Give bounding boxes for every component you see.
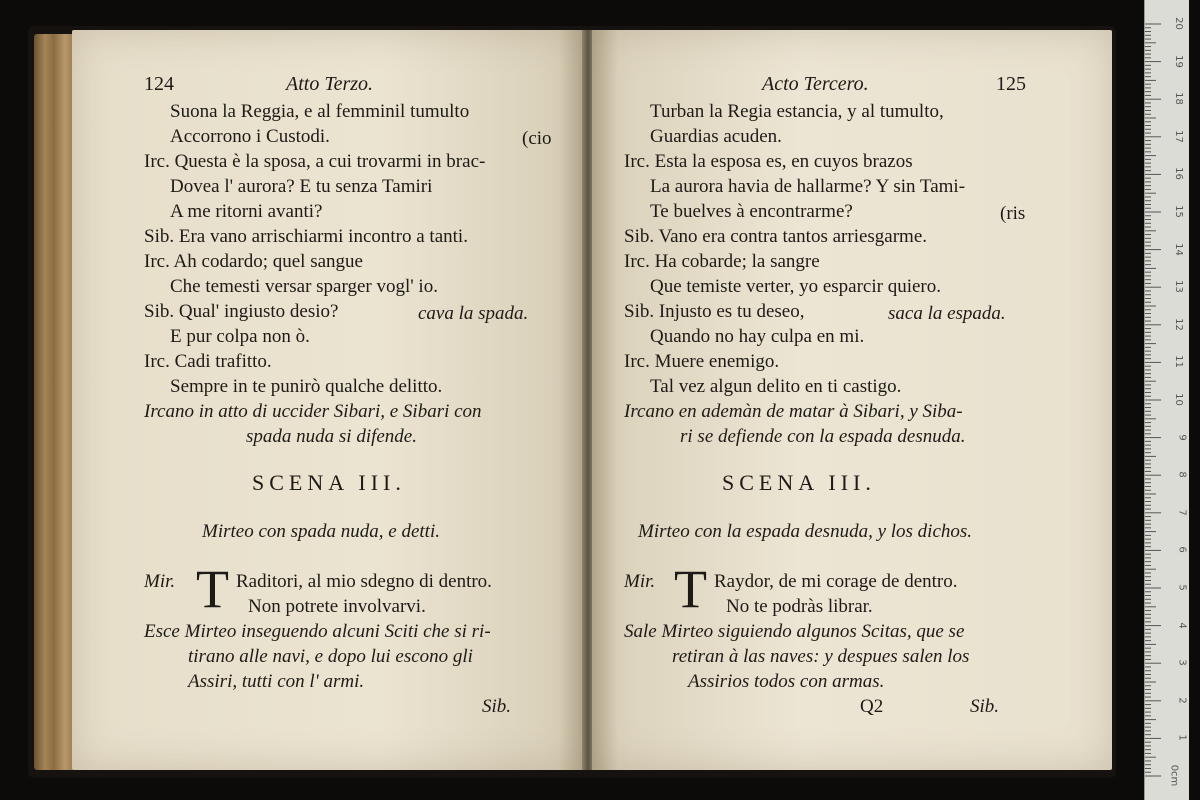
ruler-label: 3 [1176, 659, 1188, 666]
running-head: Acto Tercero. [762, 73, 869, 95]
stage-direction: Sale Mirteo siguiendo algunos Scitas, que se [624, 621, 965, 642]
text-line: Irc. Muere enemigo. [624, 351, 780, 372]
stage-direction: saca la espada. [888, 303, 1006, 324]
text-line: Sib. Injusto es tu deseo, [624, 301, 805, 322]
text-line: (ris [1000, 203, 1026, 224]
stage-direction: Esce Mirteo inseguendo alcuni Sciti che si ri- [144, 621, 491, 642]
text-line: Accorrono i Custodi. [170, 126, 330, 147]
ruler-label: 13 [1173, 280, 1185, 294]
ruler-label: 16 [1173, 167, 1185, 181]
ruler-label: 10 [1173, 393, 1185, 406]
text-line: Sib. Vano era contra tantos arriesgarme. [624, 226, 928, 247]
stage-direction: tirano alle navi, e dopo lui escono gli [188, 646, 473, 667]
text-line: Te buelves à encontrarme? [650, 201, 853, 222]
right-page [592, 30, 1112, 770]
text-line: A me ritorni avanti? [170, 201, 323, 222]
text-line: E pur colpa non ò. [170, 326, 310, 347]
text-line: Tal vez algun delito en ti castigo. [650, 376, 902, 397]
ruler-label: 12 [1173, 317, 1185, 331]
ruler-label: 11 [1173, 355, 1185, 369]
text-line: Sib. Era vano arrischiarmi incontro a tanti. [144, 226, 468, 247]
text-line: Sempre in te punirò qualche delitto. [170, 376, 443, 397]
text-line: Irc. Ah codardo; quel sangue [144, 251, 363, 272]
text-line: No te podràs librar. [726, 596, 873, 617]
stage-direction: cava la spada. [418, 303, 529, 324]
scene-title: SCENA III. [722, 470, 876, 495]
speaker-label: Mir. [144, 571, 176, 592]
text-line: Irc. Questa è la sposa, a cui trovarmi in brac- [144, 151, 486, 172]
text-line: Che temesti versar sparger vogl' io. [170, 276, 438, 297]
drop-cap: T [674, 559, 707, 619]
text-line: Quando no hay culpa en mi. [650, 326, 865, 347]
scene-subtitle: Mirteo con la espada desnuda, y los dichos. [638, 521, 973, 542]
speaker-label: Mir. [624, 571, 656, 592]
ruler-label: 18 [1173, 92, 1185, 106]
ruler-label: 4 [1176, 621, 1188, 629]
ruler-label: 14 [1173, 242, 1185, 256]
ruler-label: 1 [1176, 734, 1188, 742]
ruler-label: 7 [1176, 509, 1188, 516]
text-line: Irc. Esta la esposa es, en cuyos brazos [624, 151, 913, 172]
catchword: Sib. [970, 696, 1000, 717]
stage-direction: ri se defiende con la espada desnuda. [680, 426, 966, 447]
ruler-label: 6 [1176, 546, 1188, 554]
stage-direction: Assirios todos con armas. [688, 671, 885, 692]
text-line: Que temiste verter, yo esparcir quiero. [650, 276, 941, 297]
text-line: Raydor, de mi corage de dentro. [714, 571, 958, 592]
text-line: La aurora havia de hallarme? Y sin Tami- [650, 176, 966, 197]
text-line: Dovea l' aurora? E tu senza Tamiri [170, 176, 433, 197]
text-line: Raditori, al mio sdegno di dentro. [236, 571, 492, 592]
text-line: Suona la Reggia, e al femminil tumulto [170, 101, 470, 122]
page-number: 124 [144, 73, 174, 95]
text-line: Guardias acuden. [650, 126, 782, 147]
ruler-label: 0cm [1168, 764, 1180, 787]
ruler-label: 17 [1173, 129, 1185, 143]
drop-cap: T [196, 559, 229, 619]
text-line: Irc. Cadi trafitto. [144, 351, 272, 372]
scene-title: SCENA III. [252, 470, 406, 495]
stage-direction: retiran à las naves: y despues salen los [672, 646, 970, 667]
measuring-ruler [1144, 0, 1189, 800]
ruler-label: 8 [1176, 471, 1188, 478]
text-line: (cio [522, 128, 552, 149]
ruler-label: 20 [1173, 17, 1185, 30]
stage-direction: Ircano in atto di uccider Sibari, e Sibari con [144, 401, 482, 422]
left-page [72, 30, 584, 770]
signature-mark: Q2 [860, 696, 884, 717]
page-number: 125 [996, 73, 1026, 95]
stage-direction: spada nuda si difende. [246, 426, 417, 447]
ruler-label: 5 [1176, 584, 1188, 591]
text-line: Sib. Qual' ingiusto desio? [144, 301, 339, 322]
running-head: Atto Terzo. [286, 73, 374, 95]
ruler-label: 2 [1176, 697, 1188, 704]
ruler-label: 15 [1173, 205, 1185, 218]
stage-direction: Assiri, tutti con l' armi. [188, 671, 365, 692]
text-line: Irc. Ha cobarde; la sangre [624, 251, 820, 272]
text-line: Non potrete involvarvi. [248, 596, 426, 617]
ruler-label: 9 [1176, 433, 1188, 441]
scene-subtitle: Mirteo con spada nuda, e detti. [202, 521, 440, 542]
stage-direction: Ircano en ademàn de matar à Sibari, y Siba- [624, 401, 963, 422]
ruler-label: 19 [1173, 54, 1185, 68]
catchword: Sib. [482, 696, 512, 717]
text-line: Turban la Regia estancia, y al tumulto, [650, 101, 944, 122]
